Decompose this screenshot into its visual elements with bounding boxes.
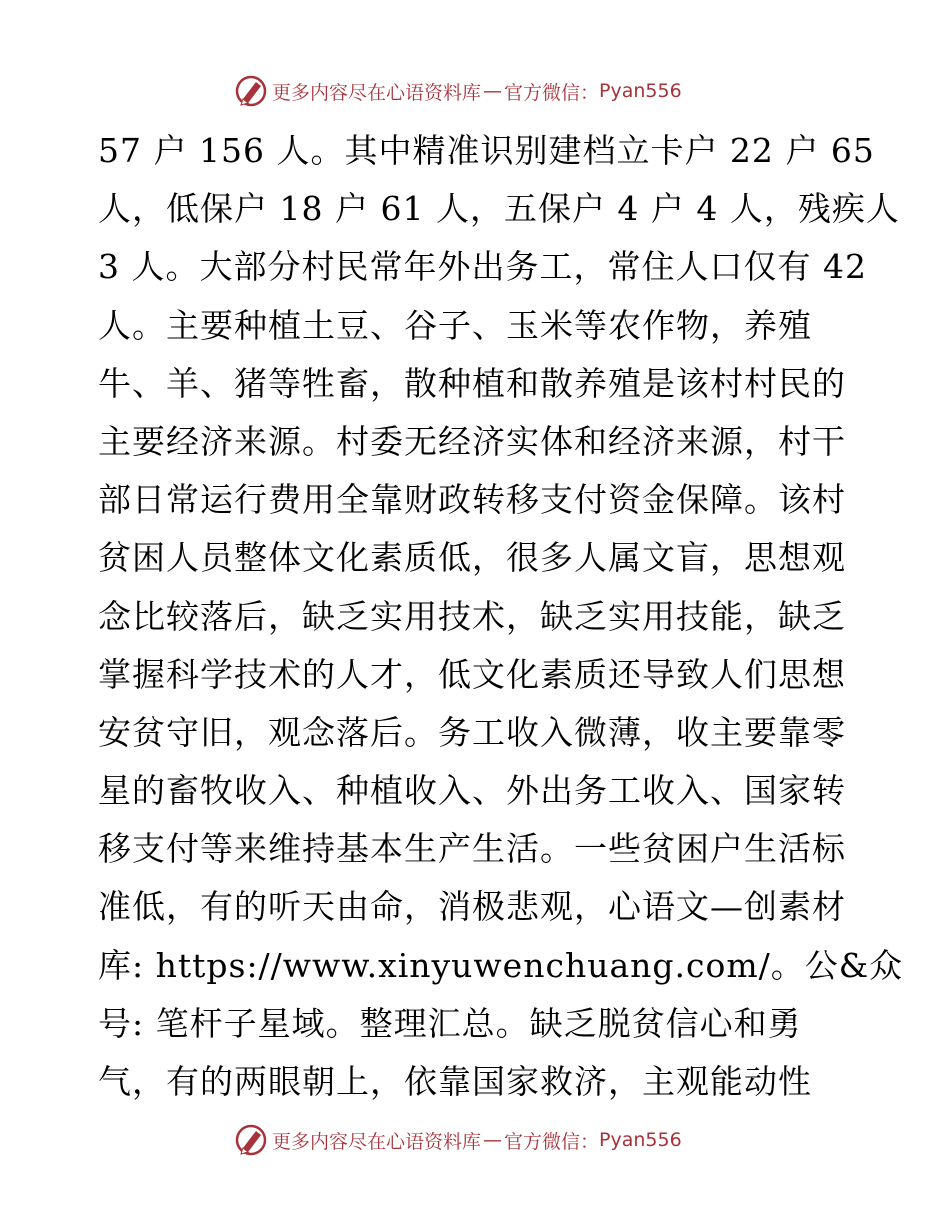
banner-separator: — bbox=[483, 1129, 503, 1151]
wechat-account: Pyan556 bbox=[599, 80, 682, 102]
body-line: 安贫守旧，观念落后。务工收入微薄，收主要靠零 bbox=[98, 712, 846, 752]
body-line: 3 人。大部分村民常年外出务工，常住人口仅有 42 bbox=[98, 247, 867, 287]
body-line: 星的畜牧收入、种植收入、外出务工收入、国家转 bbox=[98, 771, 846, 811]
banner-text: 更多内容尽在心语资料库 bbox=[272, 1130, 482, 1153]
body-line: 念比较落后，缺乏实用技术，缺乏实用技能，缺乏 bbox=[98, 596, 846, 636]
banner-text: 更多内容尽在心语资料库 bbox=[272, 81, 482, 104]
pen-logo-icon bbox=[234, 74, 268, 108]
wechat-account: Pyan556 bbox=[599, 1129, 682, 1151]
body-line: 人，低保户 18 户 61 人，五保户 4 户 4 人，残疾人 bbox=[98, 189, 900, 229]
body-line: 气，有的两眼朝上，依靠国家救济，主观能动性 bbox=[98, 1062, 812, 1101]
body-line: 部日常运行费用全靠财政转移支付资金保障。该村 bbox=[98, 480, 846, 520]
footer-banner bbox=[234, 1122, 682, 1158]
banner-separator: — bbox=[483, 80, 503, 102]
pen-logo-icon bbox=[234, 1123, 268, 1157]
body-line: 准低，有的听天由命，消极悲观，心语文—创素材 bbox=[98, 887, 846, 927]
body-line: 库: https://www.xinyuwenchuang.com/。公&众 bbox=[98, 945, 904, 985]
body-line: 牛、羊、猪等牲畜，散种植和散养殖是该村村民的 bbox=[98, 363, 846, 403]
body-line: 掌握科学技术的人才，低文化素质还导致人们思想 bbox=[98, 654, 846, 694]
body-line: 人。主要种植土豆、谷子、玉米等农作物，养殖 bbox=[98, 305, 812, 345]
header-banner bbox=[234, 73, 682, 109]
body-line: 主要经济来源。村委无经济实体和经济来源，村干 bbox=[98, 421, 846, 461]
wechat-label: 官方微信： bbox=[504, 81, 600, 104]
wechat-label: 官方微信： bbox=[504, 1130, 600, 1153]
body-line: 贫困人员整体文化素质低，很多人属文盲，思想观 bbox=[98, 538, 846, 578]
document-body bbox=[98, 122, 904, 1111]
body-line: 号: 笔杆子星域。整理汇总。缺乏脱贫信心和勇 bbox=[98, 1003, 802, 1043]
body-line: 57 户 156 人。其中精准识别建档立卡户 22 户 65 bbox=[98, 131, 875, 170]
body-line: 移支付等来维持基本生产生活。一些贫困户生活标 bbox=[98, 829, 846, 869]
